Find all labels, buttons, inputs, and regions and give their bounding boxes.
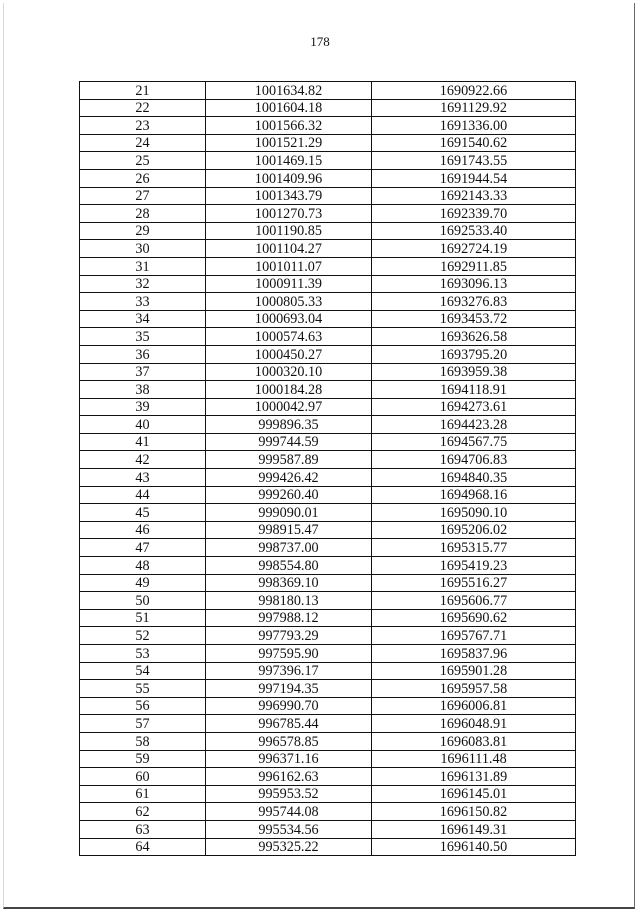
y-coordinate-cell: 1691129.92 bbox=[372, 99, 576, 117]
point-number-cell: 60 bbox=[80, 768, 206, 786]
y-coordinate-cell: 1696150.82 bbox=[372, 803, 576, 821]
y-coordinate-cell: 1692533.40 bbox=[372, 222, 576, 240]
x-coordinate-cell: 1001634.82 bbox=[206, 82, 372, 100]
x-coordinate-cell: 1000574.63 bbox=[206, 328, 372, 346]
table-row bbox=[80, 134, 576, 152]
point-number-cell: 36 bbox=[80, 345, 206, 363]
table-row bbox=[80, 205, 576, 223]
x-coordinate-cell: 1001190.85 bbox=[206, 222, 372, 240]
y-coordinate-cell: 1696140.50 bbox=[372, 838, 576, 856]
point-number-cell: 42 bbox=[80, 451, 206, 469]
y-coordinate-cell: 1694968.16 bbox=[372, 486, 576, 504]
point-number-cell: 49 bbox=[80, 574, 206, 592]
point-number-cell: 26 bbox=[80, 169, 206, 187]
y-coordinate-cell: 1695957.58 bbox=[372, 680, 576, 698]
x-coordinate-cell: 1000184.28 bbox=[206, 381, 372, 399]
table-row bbox=[80, 469, 576, 487]
point-number-cell: 29 bbox=[80, 222, 206, 240]
x-coordinate-cell: 999090.01 bbox=[206, 504, 372, 522]
x-coordinate-cell: 998554.80 bbox=[206, 557, 372, 575]
point-number-cell: 57 bbox=[80, 715, 206, 733]
y-coordinate-cell: 1693453.72 bbox=[372, 310, 576, 328]
x-coordinate-cell: 997793.29 bbox=[206, 627, 372, 645]
point-number-cell: 56 bbox=[80, 697, 206, 715]
y-coordinate-cell: 1694706.83 bbox=[372, 451, 576, 469]
point-number-cell: 28 bbox=[80, 205, 206, 223]
table-row bbox=[80, 592, 576, 610]
y-coordinate-cell: 1693626.58 bbox=[372, 328, 576, 346]
table-row bbox=[80, 117, 576, 135]
y-coordinate-cell: 1694423.28 bbox=[372, 416, 576, 434]
x-coordinate-cell: 996162.63 bbox=[206, 768, 372, 786]
y-coordinate-cell: 1695516.27 bbox=[372, 574, 576, 592]
table-row bbox=[80, 645, 576, 663]
point-number-cell: 45 bbox=[80, 504, 206, 522]
point-number-cell: 64 bbox=[80, 838, 206, 856]
y-coordinate-cell: 1693276.83 bbox=[372, 293, 576, 311]
y-coordinate-cell: 1693795.20 bbox=[372, 345, 576, 363]
x-coordinate-cell: 1000911.39 bbox=[206, 275, 372, 293]
coordinates-table-body bbox=[80, 82, 576, 856]
table-row bbox=[80, 627, 576, 645]
y-coordinate-cell: 1696149.31 bbox=[372, 820, 576, 838]
x-coordinate-cell: 995953.52 bbox=[206, 785, 372, 803]
point-number-cell: 39 bbox=[80, 398, 206, 416]
table-row bbox=[80, 345, 576, 363]
y-coordinate-cell: 1694273.61 bbox=[372, 398, 576, 416]
x-coordinate-cell: 996371.16 bbox=[206, 750, 372, 768]
x-coordinate-cell: 1001270.73 bbox=[206, 205, 372, 223]
point-number-cell: 51 bbox=[80, 609, 206, 627]
x-coordinate-cell: 999260.40 bbox=[206, 486, 372, 504]
point-number-cell: 35 bbox=[80, 328, 206, 346]
x-coordinate-cell: 1001604.18 bbox=[206, 99, 372, 117]
x-coordinate-cell: 1000320.10 bbox=[206, 363, 372, 381]
point-number-cell: 31 bbox=[80, 257, 206, 275]
y-coordinate-cell: 1696083.81 bbox=[372, 732, 576, 750]
table-row bbox=[80, 838, 576, 856]
point-number-cell: 61 bbox=[80, 785, 206, 803]
point-number-cell: 30 bbox=[80, 240, 206, 258]
table-row bbox=[80, 416, 576, 434]
point-number-cell: 23 bbox=[80, 117, 206, 135]
table-row bbox=[80, 609, 576, 627]
x-coordinate-cell: 999896.35 bbox=[206, 416, 372, 434]
table-row bbox=[80, 328, 576, 346]
point-number-cell: 38 bbox=[80, 381, 206, 399]
y-coordinate-cell: 1693096.13 bbox=[372, 275, 576, 293]
point-number-cell: 44 bbox=[80, 486, 206, 504]
table-row bbox=[80, 240, 576, 258]
x-coordinate-cell: 1000693.04 bbox=[206, 310, 372, 328]
y-coordinate-cell: 1695767.71 bbox=[372, 627, 576, 645]
x-coordinate-cell: 1001104.27 bbox=[206, 240, 372, 258]
x-coordinate-cell: 1001566.32 bbox=[206, 117, 372, 135]
y-coordinate-cell: 1696006.81 bbox=[372, 697, 576, 715]
y-coordinate-cell: 1695315.77 bbox=[372, 539, 576, 557]
y-coordinate-cell: 1695690.62 bbox=[372, 609, 576, 627]
y-coordinate-cell: 1696111.48 bbox=[372, 750, 576, 768]
y-coordinate-cell: 1695606.77 bbox=[372, 592, 576, 610]
x-coordinate-cell: 1000805.33 bbox=[206, 293, 372, 311]
table-row bbox=[80, 310, 576, 328]
point-number-cell: 55 bbox=[80, 680, 206, 698]
point-number-cell: 24 bbox=[80, 134, 206, 152]
point-number-cell: 53 bbox=[80, 645, 206, 663]
y-coordinate-cell: 1696131.89 bbox=[372, 768, 576, 786]
x-coordinate-cell: 1001521.29 bbox=[206, 134, 372, 152]
x-coordinate-cell: 998180.13 bbox=[206, 592, 372, 610]
point-number-cell: 46 bbox=[80, 521, 206, 539]
table-row bbox=[80, 539, 576, 557]
table-row bbox=[80, 187, 576, 205]
table-row bbox=[80, 803, 576, 821]
y-coordinate-cell: 1692724.19 bbox=[372, 240, 576, 258]
point-number-cell: 47 bbox=[80, 539, 206, 557]
x-coordinate-cell: 1001343.79 bbox=[206, 187, 372, 205]
y-coordinate-cell: 1692143.33 bbox=[372, 187, 576, 205]
table-row bbox=[80, 99, 576, 117]
y-coordinate-cell: 1696145.01 bbox=[372, 785, 576, 803]
table-row bbox=[80, 222, 576, 240]
table-row bbox=[80, 732, 576, 750]
point-number-cell: 59 bbox=[80, 750, 206, 768]
point-number-cell: 25 bbox=[80, 152, 206, 170]
point-number-cell: 63 bbox=[80, 820, 206, 838]
y-coordinate-cell: 1691336.00 bbox=[372, 117, 576, 135]
x-coordinate-cell: 995744.08 bbox=[206, 803, 372, 821]
table-row bbox=[80, 680, 576, 698]
page-number: 178 bbox=[310, 34, 330, 49]
point-number-cell: 27 bbox=[80, 187, 206, 205]
y-coordinate-cell: 1696048.91 bbox=[372, 715, 576, 733]
table-row bbox=[80, 574, 576, 592]
x-coordinate-cell: 997595.90 bbox=[206, 645, 372, 663]
table-row bbox=[80, 715, 576, 733]
point-number-cell: 48 bbox=[80, 557, 206, 575]
table-row bbox=[80, 557, 576, 575]
table-row bbox=[80, 768, 576, 786]
x-coordinate-cell: 1001469.15 bbox=[206, 152, 372, 170]
point-number-cell: 54 bbox=[80, 662, 206, 680]
x-coordinate-cell: 996785.44 bbox=[206, 715, 372, 733]
table-row bbox=[80, 169, 576, 187]
y-coordinate-cell: 1695419.23 bbox=[372, 557, 576, 575]
point-number-cell: 58 bbox=[80, 732, 206, 750]
y-coordinate-cell: 1691540.62 bbox=[372, 134, 576, 152]
table-row bbox=[80, 662, 576, 680]
x-coordinate-cell: 997988.12 bbox=[206, 609, 372, 627]
x-coordinate-cell: 998737.00 bbox=[206, 539, 372, 557]
x-coordinate-cell: 1000042.97 bbox=[206, 398, 372, 416]
y-coordinate-cell: 1691743.55 bbox=[372, 152, 576, 170]
y-coordinate-cell: 1692911.85 bbox=[372, 257, 576, 275]
table-row bbox=[80, 785, 576, 803]
table-row bbox=[80, 293, 576, 311]
point-number-cell: 62 bbox=[80, 803, 206, 821]
x-coordinate-cell: 996578.85 bbox=[206, 732, 372, 750]
y-coordinate-cell: 1695090.10 bbox=[372, 504, 576, 522]
x-coordinate-cell: 997396.17 bbox=[206, 662, 372, 680]
x-coordinate-cell: 999744.59 bbox=[206, 433, 372, 451]
point-number-cell: 21 bbox=[80, 82, 206, 100]
y-coordinate-cell: 1694118.91 bbox=[372, 381, 576, 399]
table-row bbox=[80, 257, 576, 275]
x-coordinate-cell: 998369.10 bbox=[206, 574, 372, 592]
point-number-cell: 41 bbox=[80, 433, 206, 451]
y-coordinate-cell: 1695837.96 bbox=[372, 645, 576, 663]
table-row bbox=[80, 521, 576, 539]
table-row bbox=[80, 504, 576, 522]
y-coordinate-cell: 1693959.38 bbox=[372, 363, 576, 381]
table-row bbox=[80, 275, 576, 293]
table-row bbox=[80, 398, 576, 416]
point-number-cell: 34 bbox=[80, 310, 206, 328]
point-number-cell: 43 bbox=[80, 469, 206, 487]
x-coordinate-cell: 996990.70 bbox=[206, 697, 372, 715]
point-number-cell: 37 bbox=[80, 363, 206, 381]
table-row bbox=[80, 433, 576, 451]
y-coordinate-cell: 1694840.35 bbox=[372, 469, 576, 487]
x-coordinate-cell: 997194.35 bbox=[206, 680, 372, 698]
y-coordinate-cell: 1695206.02 bbox=[372, 521, 576, 539]
point-number-cell: 32 bbox=[80, 275, 206, 293]
y-coordinate-cell: 1694567.75 bbox=[372, 433, 576, 451]
x-coordinate-cell: 995534.56 bbox=[206, 820, 372, 838]
point-number-cell: 33 bbox=[80, 293, 206, 311]
y-coordinate-cell: 1690922.66 bbox=[372, 82, 576, 100]
table-row bbox=[80, 750, 576, 768]
table-row bbox=[80, 820, 576, 838]
point-number-cell: 52 bbox=[80, 627, 206, 645]
point-number-cell: 50 bbox=[80, 592, 206, 610]
x-coordinate-cell: 999587.89 bbox=[206, 451, 372, 469]
x-coordinate-cell: 998915.47 bbox=[206, 521, 372, 539]
table-row bbox=[80, 697, 576, 715]
y-coordinate-cell: 1691944.54 bbox=[372, 169, 576, 187]
table-row bbox=[80, 363, 576, 381]
coordinates-table bbox=[79, 81, 576, 856]
table-row bbox=[80, 486, 576, 504]
x-coordinate-cell: 995325.22 bbox=[206, 838, 372, 856]
point-number-cell: 22 bbox=[80, 99, 206, 117]
y-coordinate-cell: 1695901.28 bbox=[372, 662, 576, 680]
x-coordinate-cell: 1000450.27 bbox=[206, 345, 372, 363]
table-row bbox=[80, 152, 576, 170]
table-row bbox=[80, 82, 576, 100]
x-coordinate-cell: 1001409.96 bbox=[206, 169, 372, 187]
x-coordinate-cell: 999426.42 bbox=[206, 469, 372, 487]
table-row bbox=[80, 451, 576, 469]
table-row bbox=[80, 381, 576, 399]
point-number-cell: 40 bbox=[80, 416, 206, 434]
y-coordinate-cell: 1692339.70 bbox=[372, 205, 576, 223]
x-coordinate-cell: 1001011.07 bbox=[206, 257, 372, 275]
